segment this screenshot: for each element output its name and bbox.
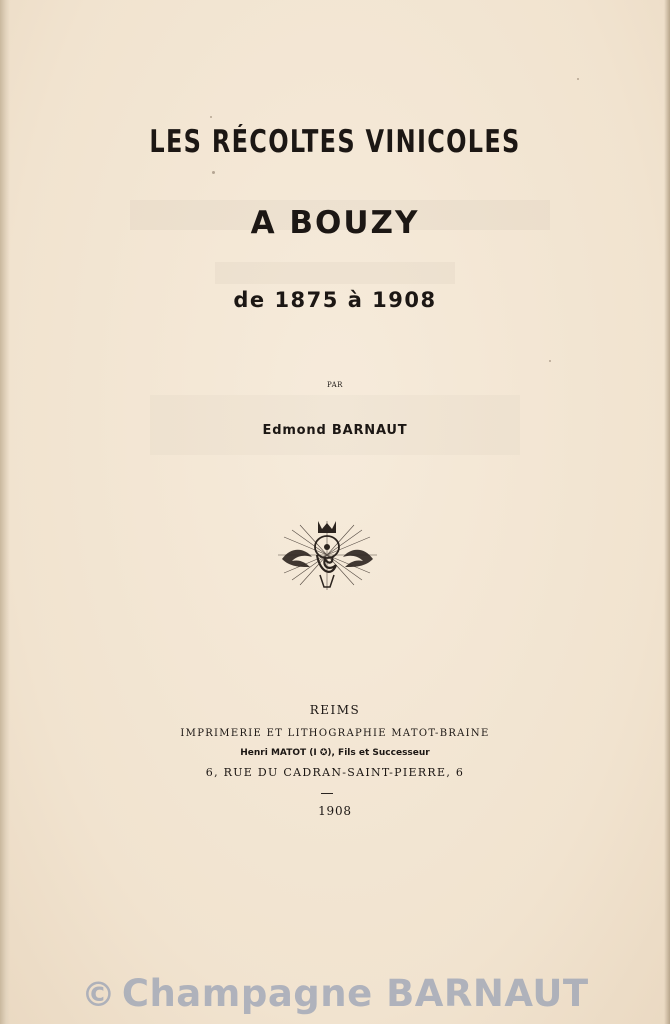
title-line-3: de 1875 à 1908 xyxy=(233,288,437,312)
author-name: Edmond BARNAUT xyxy=(262,423,408,438)
paper-speck xyxy=(577,78,579,80)
title-line-1: LES RÉCOLTES VINICOLES xyxy=(149,124,521,160)
printers-mark-ornament-icon xyxy=(270,515,385,595)
imprint-address: 6, RUE DU CADRAN-SAINT-PIERRE, 6 xyxy=(205,766,465,779)
bleed-through-shadow xyxy=(215,262,455,284)
imprint-year: 1908 xyxy=(318,804,352,818)
paper-speck xyxy=(210,116,212,118)
byline-par: PAR xyxy=(327,381,343,389)
title-line-2: A BOUZY xyxy=(250,205,420,241)
imprint-city: REIMS xyxy=(309,703,361,717)
page-edge-right xyxy=(664,0,670,1024)
copyright-watermark xyxy=(0,972,670,1015)
imprint-divider xyxy=(321,793,333,794)
watermark-text: Champagne BARNAUT xyxy=(121,972,589,1015)
paper-speck xyxy=(212,171,215,174)
imprint-successor: Henri MATOT (I ✪), Fils et Successeur xyxy=(240,748,430,758)
page-edge-left xyxy=(0,0,10,1024)
copyright-symbol: © xyxy=(81,975,116,1015)
imprint-printer: IMPRIMERIE ET LITHOGRAPHIE MATOT-BRAINE xyxy=(180,728,490,739)
paper-speck xyxy=(549,360,551,362)
